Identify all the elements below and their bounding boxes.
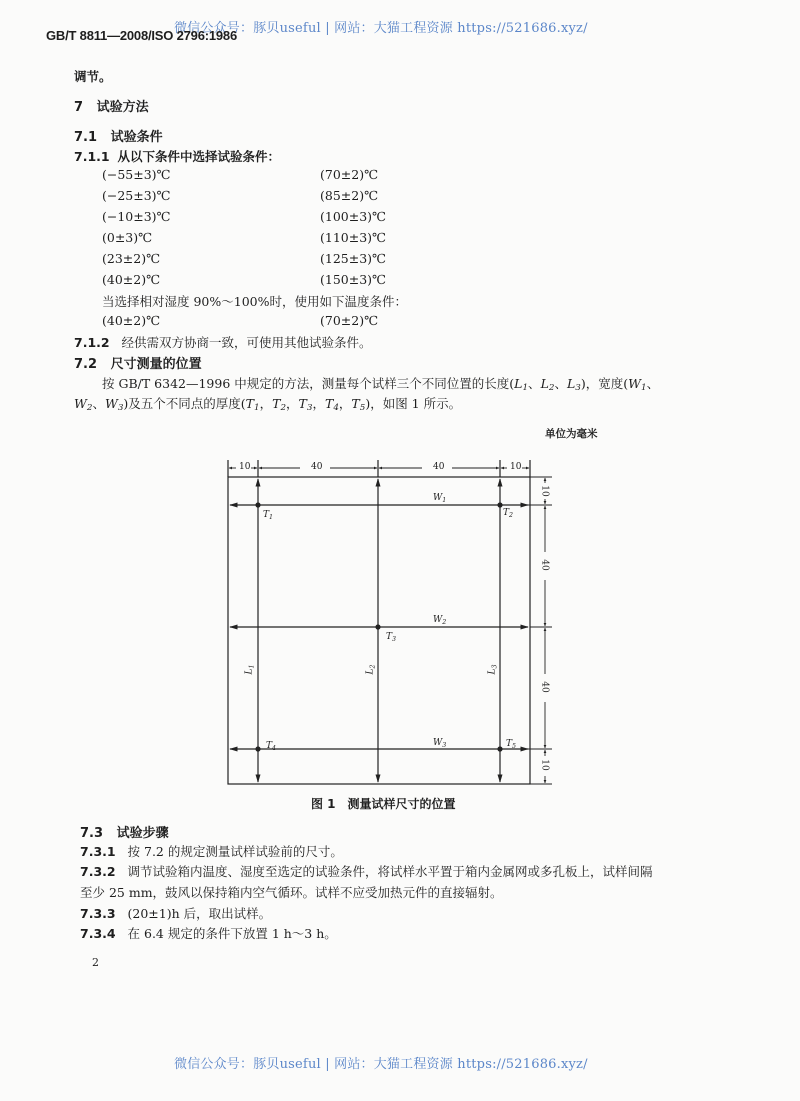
condition-right: (150±3)℃ — [320, 272, 387, 287]
clause-number: 7.3.4 — [80, 926, 116, 941]
dim-top-2: 40 — [311, 462, 323, 472]
page-number: 2 — [92, 956, 99, 969]
symbol: T — [272, 396, 281, 411]
section-number: 7.1 — [74, 130, 98, 145]
subscript: 1 — [442, 497, 447, 504]
symbol: W — [433, 493, 443, 503]
symbol: L — [244, 668, 255, 675]
symbol: W — [74, 396, 87, 411]
label-L3 — [488, 665, 499, 675]
condition-left: (23±2)℃ — [102, 251, 161, 266]
clause-7-3-1 — [80, 842, 343, 860]
clause-7-3-2 — [80, 862, 653, 880]
symbol: T — [266, 741, 273, 751]
subscript: 2 — [509, 512, 514, 519]
text-segment: )，宽度( — [580, 376, 629, 391]
section-title: 尺寸测量的位置 — [110, 357, 202, 372]
separator: 、 — [554, 376, 567, 391]
dim-right-3: 40 — [539, 681, 550, 693]
clause-text: 在 6.4 规定的条件下放置 1 h～3 h。 — [127, 926, 337, 941]
clause-number: 7.1.1 — [74, 149, 110, 164]
subscript: 3 — [491, 664, 499, 669]
clause-text: 按 7.2 的规定测量试样试验前的尺寸。 — [127, 844, 343, 859]
unit-note: 单位为毫米 — [545, 428, 598, 440]
condition-right: (125±3)℃ — [320, 251, 387, 266]
standard-code-header: GB/T 8811—2008/ISO 2796:1986 — [46, 28, 237, 43]
subscript: 3 — [306, 403, 313, 413]
separator: 、 — [92, 396, 105, 411]
separator: ， — [312, 396, 325, 411]
condition-right: (70±2)℃ — [320, 167, 379, 182]
symbol: W — [433, 615, 443, 625]
condition-right: (85±2)℃ — [320, 188, 379, 203]
condition-left: (0±3)℃ — [102, 230, 153, 245]
label-T3 — [386, 632, 396, 643]
text-segment: )及五个不同点的厚度( — [123, 396, 246, 411]
continuation-text: 调节。 — [74, 69, 112, 84]
subscript: 5 — [359, 403, 366, 413]
dim-top-1: 10 — [239, 462, 251, 472]
humidity-note: 当选择相对湿度 90%～100%时，使用如下温度条件： — [102, 294, 407, 309]
thickness-point-T4 — [255, 746, 260, 751]
subscript: 1 — [248, 664, 256, 669]
separator: ， — [338, 396, 352, 411]
section-number: 7.3 — [80, 826, 104, 841]
figure-caption: 图 1 测量试样尺寸的位置 — [311, 797, 456, 811]
clause-number: 7.3.1 — [80, 844, 116, 859]
label-W3 — [433, 738, 446, 749]
clause-text: (20±1)h 后，取出试样。 — [127, 906, 272, 921]
symbol: T — [351, 396, 360, 411]
symbol: W — [104, 396, 118, 411]
subscript: 5 — [512, 743, 517, 750]
label-T4 — [266, 741, 276, 752]
subscript: 2 — [548, 383, 555, 393]
separator: ， — [259, 396, 273, 411]
clause-text: 经供需双方协商一致，可使用其他试验条件。 — [121, 335, 372, 350]
thickness-point-T1 — [255, 502, 260, 507]
clause-7-3-4 — [80, 924, 337, 942]
label-L2 — [366, 665, 377, 675]
symbol: T — [506, 739, 513, 749]
subscript: 4 — [272, 745, 277, 752]
specimen-outline — [228, 477, 530, 784]
dim-right-1: 10 — [539, 485, 550, 497]
symbol: T — [324, 396, 334, 411]
clause-text: 调节试验箱内温度、湿度至选定的试验条件，将试样水平置于箱内金属网或多孔板上，试样间隔 — [127, 864, 653, 879]
section-number: 7.2 — [74, 357, 98, 372]
watermark-bottom: 微信公众号：豚贝useful | 网站：大猫工程资源 https://521686.xyz/ — [174, 1057, 588, 1072]
section-title: 试验步骤 — [116, 826, 169, 841]
condition-left: (−55±3)℃ — [102, 167, 171, 182]
text-segment: )，如图 1 所示。 — [365, 396, 462, 411]
condition-left: (40±2)℃ — [102, 272, 161, 287]
subscript: 1 — [522, 383, 529, 393]
subscript: 2 — [369, 664, 377, 669]
thickness-point-T5 — [497, 746, 502, 751]
symbol: L — [566, 376, 576, 391]
label-T1 — [263, 510, 273, 521]
symbol: T — [386, 632, 393, 642]
label-L1 — [245, 665, 256, 675]
condition-right: (110±3)℃ — [320, 230, 387, 245]
label-T2 — [503, 508, 513, 519]
clause-number: 7.3.3 — [80, 906, 116, 921]
subscript: 3 — [442, 742, 447, 749]
clause-number: 7.3.2 — [80, 864, 116, 879]
dim-top-3: 40 — [433, 462, 445, 472]
subscript: 2 — [86, 403, 93, 413]
thickness-point-T2 — [497, 502, 502, 507]
subscript: 1 — [640, 383, 647, 393]
section-title: 试验方法 — [96, 100, 149, 115]
dim-right-2: 40 — [539, 559, 550, 571]
symbol: L — [365, 668, 376, 675]
symbol: T — [263, 510, 270, 520]
subscript: 1 — [269, 514, 274, 521]
humidity-condition-left: (40±2)℃ — [102, 313, 161, 328]
section-number: 7 — [74, 100, 84, 115]
separator: 、 — [528, 376, 541, 391]
condition-right: (100±3)℃ — [320, 209, 387, 224]
clause-7-3-3 — [80, 904, 271, 922]
dim-top-4: 10 — [510, 462, 522, 472]
subscript: 2 — [280, 403, 287, 413]
symbol: L — [514, 376, 523, 391]
symbol: L — [540, 376, 549, 391]
subscript: 3 — [575, 383, 581, 393]
clause-text: 从以下条件中选择试验条件： — [117, 149, 281, 164]
label-W1 — [433, 493, 446, 504]
separator: ， — [286, 396, 299, 411]
humidity-condition-right: (70±2)℃ — [320, 313, 379, 328]
label-T5 — [506, 739, 516, 750]
watermark-top: 微信公众号：豚贝useful | 网站：大猫工程资源 https://521686.xyz/ — [174, 21, 588, 36]
symbol: T — [503, 508, 510, 518]
subscript: 3 — [392, 636, 397, 643]
symbol: L — [487, 668, 498, 675]
section-title: 试验条件 — [110, 130, 163, 145]
symbol: W — [433, 738, 443, 748]
symbol: W — [628, 376, 641, 391]
clause-7-3-2-continued: 至少 25 mm，鼓风以保持箱内空气循环。试样不应受加热元件的直接辐射。 — [80, 885, 503, 900]
condition-left: (−10±3)℃ — [102, 209, 171, 224]
subscript: 4 — [333, 403, 339, 413]
subscript: 1 — [254, 403, 260, 413]
condition-left: (−25±3)℃ — [102, 188, 171, 203]
section-7-3-heading — [80, 822, 169, 841]
symbol: T — [245, 396, 254, 411]
label-W2 — [433, 615, 446, 626]
subscript: 2 — [442, 619, 447, 626]
clause-number: 7.1.2 — [74, 335, 110, 350]
dim-right-4: 10 — [539, 759, 550, 771]
text-segment: 按 GB/T 6342—1996 中规定的方法，测量每个试样三个不同位置的长度( — [102, 376, 515, 391]
symbol: T — [298, 396, 307, 411]
thickness-point-T3 — [375, 624, 380, 629]
separator: 、 — [646, 376, 660, 391]
subscript: 3 — [117, 403, 124, 413]
